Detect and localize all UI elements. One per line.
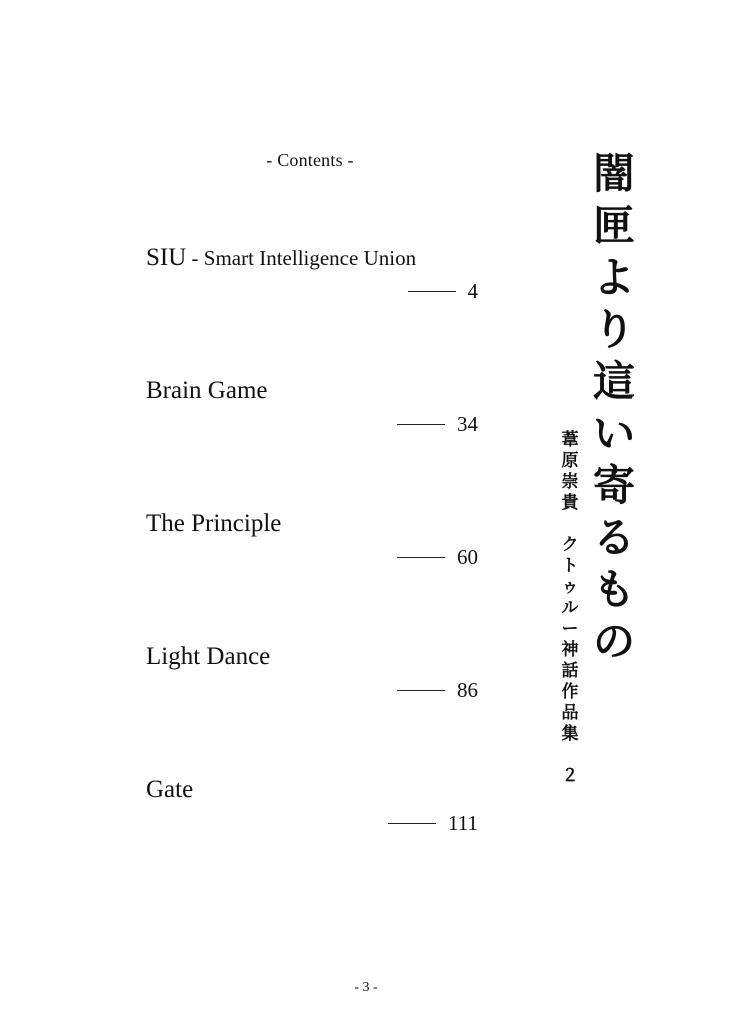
vertical-char: ル — [561, 598, 579, 618]
toc-entry-title: The Principle — [146, 510, 282, 537]
vertical-char: よ — [592, 253, 635, 302]
vertical-char: も — [592, 565, 635, 614]
vertical-char — [556, 745, 584, 766]
vertical-char: 這 — [592, 357, 635, 406]
vertical-char — [556, 514, 584, 535]
vertical-char: い — [592, 409, 635, 458]
toc-entry — [146, 243, 478, 303]
toc-entry-subtitle: Smart Intelligence Union — [203, 246, 417, 270]
vertical-char: ２ — [561, 766, 579, 786]
toc-entry-page: 111 — [448, 811, 478, 835]
vertical-char: 葦 — [561, 430, 579, 450]
book-title — [586, 148, 642, 668]
toc-entry-page: 34 — [457, 412, 478, 436]
toc-entry-page-row — [397, 412, 478, 437]
toc-entry-title: Gate — [146, 776, 194, 803]
contents-heading: - Contents - — [266, 150, 354, 170]
vertical-char: 原 — [561, 451, 579, 471]
vertical-char: 神 — [561, 640, 579, 660]
vertical-char: の — [592, 617, 635, 666]
vertical-char: 匣 — [592, 201, 635, 250]
toc-entry-title-separator: - — [186, 246, 204, 270]
vertical-char: ー — [561, 619, 579, 639]
toc-entry-page-row — [397, 545, 478, 570]
toc-entry — [146, 775, 478, 835]
leader-dash — [397, 690, 445, 691]
toc-entry-page-row — [388, 811, 478, 836]
toc-entry-page: 86 — [457, 678, 478, 702]
vertical-char: 品 — [561, 703, 579, 723]
toc-entry-page-row — [397, 678, 478, 703]
vertical-char: ゥ — [561, 577, 579, 597]
toc-entry-page: 4 — [467, 279, 478, 303]
vertical-char: 話 — [561, 661, 579, 681]
toc-entry-title-main: SIU — [146, 244, 187, 271]
vertical-char: 寄 — [592, 461, 635, 510]
vertical-char: 集 — [561, 724, 579, 744]
vertical-char: 崇 — [561, 472, 579, 492]
book-subtitle — [556, 430, 584, 787]
toc-entry-page: 60 — [457, 545, 478, 569]
vertical-char: り — [592, 305, 635, 354]
toc-entry — [146, 376, 478, 436]
toc-entry-title — [146, 243, 478, 273]
vertical-char: ト — [561, 556, 579, 576]
vertical-char: 貴 — [561, 493, 579, 513]
vertical-char: ク — [561, 535, 579, 555]
leader-dash — [408, 291, 456, 292]
vertical-char: 作 — [561, 682, 579, 702]
leader-dash — [388, 823, 436, 824]
leader-dash — [397, 424, 445, 425]
toc-entry — [146, 642, 478, 702]
toc-entry-page-row — [408, 279, 479, 304]
toc-entry-title: Light Dance — [146, 643, 271, 670]
page-number: - 3 - — [354, 980, 378, 995]
vertical-char: 闇 — [592, 149, 635, 198]
toc-entry — [146, 509, 478, 569]
vertical-char: る — [592, 513, 635, 562]
toc-entry-title: Brain Game — [146, 377, 268, 404]
leader-dash — [397, 557, 445, 558]
